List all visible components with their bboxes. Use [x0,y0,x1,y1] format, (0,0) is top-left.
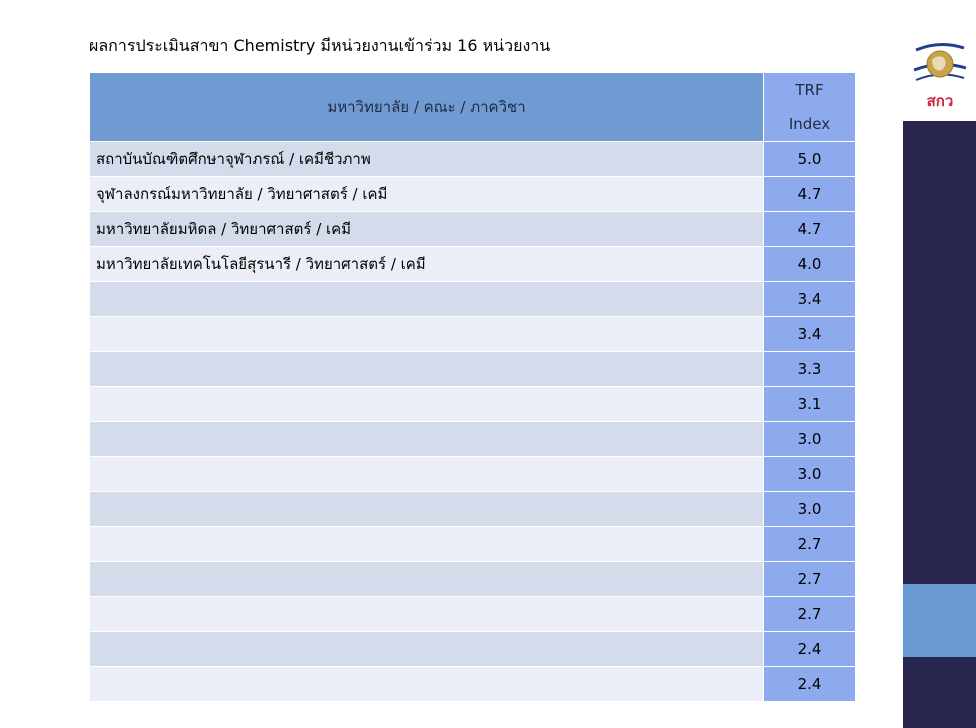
table-row [90,177,856,212]
score-cell: 3.0 [764,457,856,492]
logo-text: สกว [926,92,954,110]
table-row [90,562,856,597]
score-cell: 2.7 [764,527,856,562]
table-row [90,597,856,632]
results-table [89,72,856,702]
unit-cell: จุฬาลงกรณ์มหาวิทยาลัย / วิทยาศาสตร์ / เคมี [90,177,764,212]
table-row [90,247,856,282]
table-row [90,387,856,422]
score-cell: 3.1 [764,387,856,422]
unit-cell [90,597,764,632]
table-row [90,492,856,527]
score-cell: 3.4 [764,317,856,352]
score-cell: 3.0 [764,422,856,457]
unit-cell [90,352,764,387]
score-cell: 2.7 [764,597,856,632]
unit-cell [90,562,764,597]
table-row [90,142,856,177]
table-row [90,667,856,702]
score-cell: 5.0 [764,142,856,177]
table-row [90,527,856,562]
unit-cell [90,422,764,457]
score-cell: 3.4 [764,282,856,317]
score-cell: 4.0 [764,247,856,282]
score-cell: 2.4 [764,632,856,667]
unit-cell: มหาวิทยาลัยเทคโนโลยีสุรนารี / วิทยาศาสตร์ / เคมี [90,247,764,282]
trf-header-line1: TRF [795,81,824,99]
unit-cell [90,492,764,527]
table-header-row [90,73,856,142]
unit-cell: มหาวิทยาลัยมหิดล / วิทยาศาสตร์ / เคมี [90,212,764,247]
table-row [90,457,856,492]
score-cell: 3.3 [764,352,856,387]
page-title: ผลการประเมินสาขา Chemistry มีหน่วยงานเข้าร่วม 16 หน่วยงาน [89,36,551,55]
trf-header-line2: Index [788,115,831,133]
unit-cell [90,282,764,317]
score-cell: 4.7 [764,212,856,247]
unit-cell [90,632,764,667]
unit-cell [90,317,764,352]
unit-cell [90,527,764,562]
table-row [90,422,856,457]
score-cell: 3.0 [764,492,856,527]
unit-cell [90,667,764,702]
table-row [90,632,856,667]
column-header-trf-index [764,73,856,142]
trf-globe-logo-icon [912,40,968,114]
score-cell: 4.7 [764,177,856,212]
unit-cell: สถาบันบัณฑิตศึกษาจุฬาภรณ์ / เคมีชีวภาพ [90,142,764,177]
table-row [90,212,856,247]
score-cell: 2.4 [764,667,856,702]
score-cell: 2.7 [764,562,856,597]
unit-cell [90,387,764,422]
table-row [90,282,856,317]
column-header-unit: มหาวิทยาลัย / คณะ / ภาควิชา [90,73,764,142]
table-row [90,352,856,387]
unit-cell [90,457,764,492]
sidebar-accent-block [903,584,976,657]
table-row [90,317,856,352]
